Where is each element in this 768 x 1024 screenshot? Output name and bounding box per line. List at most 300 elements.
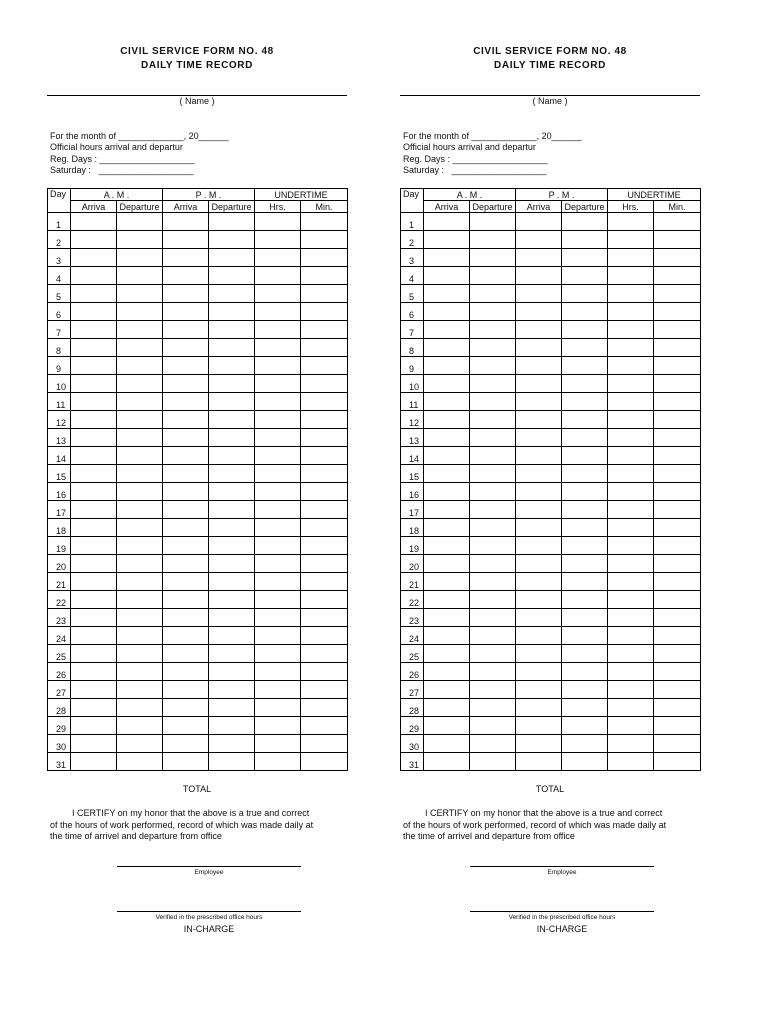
undertime-hrs-cell[interactable] <box>255 735 301 753</box>
am-arrival-cell[interactable] <box>71 681 117 699</box>
undertime-hrs-cell[interactable] <box>255 519 301 537</box>
pm-departure-cell[interactable] <box>562 303 608 321</box>
undertime-hrs-cell[interactable] <box>255 627 301 645</box>
am-arrival-cell[interactable] <box>424 699 470 717</box>
am-departure-cell[interactable] <box>470 429 516 447</box>
pm-arrival-cell[interactable] <box>163 285 209 303</box>
pm-departure-cell[interactable] <box>562 537 608 555</box>
am-arrival-cell[interactable] <box>424 285 470 303</box>
pm-departure-cell[interactable] <box>562 321 608 339</box>
am-departure-cell[interactable] <box>470 465 516 483</box>
month-field[interactable]: For the month of _____________, 20______ <box>50 131 229 141</box>
undertime-min-cell[interactable] <box>654 681 701 699</box>
am-departure-cell[interactable] <box>470 663 516 681</box>
pm-arrival-cell[interactable] <box>163 339 209 357</box>
am-departure-cell[interactable] <box>117 681 163 699</box>
am-arrival-cell[interactable] <box>424 465 470 483</box>
am-arrival-cell[interactable] <box>424 213 470 231</box>
pm-arrival-cell[interactable] <box>516 627 562 645</box>
undertime-hrs-cell[interactable] <box>255 393 301 411</box>
undertime-min-cell[interactable] <box>301 519 348 537</box>
undertime-hrs-cell[interactable] <box>255 321 301 339</box>
pm-departure-cell[interactable] <box>562 735 608 753</box>
am-arrival-cell[interactable] <box>424 555 470 573</box>
pm-arrival-cell[interactable] <box>516 375 562 393</box>
undertime-min-cell[interactable] <box>654 483 701 501</box>
am-departure-cell[interactable] <box>470 321 516 339</box>
am-departure-cell[interactable] <box>470 627 516 645</box>
undertime-hrs-cell[interactable] <box>255 213 301 231</box>
undertime-min-cell[interactable] <box>654 591 701 609</box>
pm-arrival-cell[interactable] <box>163 699 209 717</box>
pm-arrival-cell[interactable] <box>163 213 209 231</box>
am-departure-cell[interactable] <box>117 339 163 357</box>
am-arrival-cell[interactable] <box>71 465 117 483</box>
am-departure-cell[interactable] <box>470 645 516 663</box>
pm-arrival-cell[interactable] <box>163 465 209 483</box>
am-arrival-cell[interactable] <box>424 537 470 555</box>
undertime-hrs-cell[interactable] <box>255 483 301 501</box>
pm-departure-cell[interactable] <box>209 501 255 519</box>
undertime-min-cell[interactable] <box>654 429 701 447</box>
incharge-signature-line[interactable] <box>470 911 654 912</box>
undertime-min-cell[interactable] <box>301 663 348 681</box>
am-arrival-cell[interactable] <box>71 645 117 663</box>
am-arrival-cell[interactable] <box>424 663 470 681</box>
am-arrival-cell[interactable] <box>424 267 470 285</box>
pm-arrival-cell[interactable] <box>163 519 209 537</box>
pm-arrival-cell[interactable] <box>516 213 562 231</box>
undertime-min-cell[interactable] <box>654 555 701 573</box>
am-departure-cell[interactable] <box>117 663 163 681</box>
month-field[interactable]: For the month of _____________, 20______ <box>403 131 582 141</box>
am-arrival-cell[interactable] <box>71 717 117 735</box>
pm-arrival-cell[interactable] <box>516 735 562 753</box>
pm-arrival-cell[interactable] <box>163 555 209 573</box>
undertime-min-cell[interactable] <box>654 375 701 393</box>
am-arrival-cell[interactable] <box>424 249 470 267</box>
pm-arrival-cell[interactable] <box>163 375 209 393</box>
undertime-hrs-cell[interactable] <box>608 483 654 501</box>
undertime-hrs-cell[interactable] <box>255 411 301 429</box>
am-departure-cell[interactable] <box>117 591 163 609</box>
am-arrival-cell[interactable] <box>71 429 117 447</box>
pm-departure-cell[interactable] <box>562 519 608 537</box>
undertime-min-cell[interactable] <box>654 663 701 681</box>
pm-departure-cell[interactable] <box>209 573 255 591</box>
pm-arrival-cell[interactable] <box>516 501 562 519</box>
am-arrival-cell[interactable] <box>424 483 470 501</box>
am-arrival-cell[interactable] <box>71 573 117 591</box>
undertime-min-cell[interactable] <box>654 573 701 591</box>
am-departure-cell[interactable] <box>117 753 163 771</box>
undertime-hrs-cell[interactable] <box>608 717 654 735</box>
pm-departure-cell[interactable] <box>562 393 608 411</box>
am-departure-cell[interactable] <box>117 627 163 645</box>
am-departure-cell[interactable] <box>117 555 163 573</box>
pm-arrival-cell[interactable] <box>516 231 562 249</box>
undertime-hrs-cell[interactable] <box>608 285 654 303</box>
am-departure-cell[interactable] <box>470 753 516 771</box>
am-arrival-cell[interactable] <box>424 753 470 771</box>
pm-departure-cell[interactable] <box>209 735 255 753</box>
am-departure-cell[interactable] <box>470 339 516 357</box>
am-arrival-cell[interactable] <box>71 393 117 411</box>
pm-departure-cell[interactable] <box>562 645 608 663</box>
undertime-min-cell[interactable] <box>301 717 348 735</box>
pm-departure-cell[interactable] <box>562 411 608 429</box>
am-departure-cell[interactable] <box>470 393 516 411</box>
am-departure-cell[interactable] <box>470 285 516 303</box>
pm-departure-cell[interactable] <box>562 717 608 735</box>
undertime-hrs-cell[interactable] <box>255 537 301 555</box>
pm-departure-cell[interactable] <box>209 357 255 375</box>
employee-signature-line[interactable] <box>470 866 654 867</box>
undertime-min-cell[interactable] <box>654 231 701 249</box>
undertime-hrs-cell[interactable] <box>608 303 654 321</box>
am-arrival-cell[interactable] <box>71 339 117 357</box>
undertime-hrs-cell[interactable] <box>608 591 654 609</box>
undertime-hrs-cell[interactable] <box>255 429 301 447</box>
pm-departure-cell[interactable] <box>562 501 608 519</box>
undertime-hrs-cell[interactable] <box>608 645 654 663</box>
undertime-min-cell[interactable] <box>654 519 701 537</box>
am-arrival-cell[interactable] <box>424 393 470 411</box>
pm-arrival-cell[interactable] <box>516 303 562 321</box>
pm-departure-cell[interactable] <box>209 717 255 735</box>
pm-departure-cell[interactable] <box>209 429 255 447</box>
undertime-min-cell[interactable] <box>301 537 348 555</box>
am-departure-cell[interactable] <box>470 231 516 249</box>
undertime-hrs-cell[interactable] <box>608 663 654 681</box>
reg-days-field[interactable]: Reg. Days : ___________________ <box>50 154 195 164</box>
am-departure-cell[interactable] <box>117 267 163 285</box>
am-departure-cell[interactable] <box>470 303 516 321</box>
pm-departure-cell[interactable] <box>562 591 608 609</box>
am-arrival-cell[interactable] <box>71 519 117 537</box>
undertime-hrs-cell[interactable] <box>255 501 301 519</box>
employee-signature-line[interactable] <box>117 866 301 867</box>
pm-arrival-cell[interactable] <box>163 321 209 339</box>
pm-arrival-cell[interactable] <box>163 681 209 699</box>
am-arrival-cell[interactable] <box>71 501 117 519</box>
pm-arrival-cell[interactable] <box>163 717 209 735</box>
pm-arrival-cell[interactable] <box>163 645 209 663</box>
undertime-min-cell[interactable] <box>301 429 348 447</box>
am-arrival-cell[interactable] <box>424 609 470 627</box>
undertime-hrs-cell[interactable] <box>608 681 654 699</box>
am-departure-cell[interactable] <box>117 411 163 429</box>
undertime-min-cell[interactable] <box>654 645 701 663</box>
am-departure-cell[interactable] <box>470 591 516 609</box>
pm-departure-cell[interactable] <box>209 285 255 303</box>
am-departure-cell[interactable] <box>470 267 516 285</box>
pm-departure-cell[interactable] <box>562 663 608 681</box>
undertime-min-cell[interactable] <box>654 339 701 357</box>
undertime-hrs-cell[interactable] <box>255 663 301 681</box>
pm-departure-cell[interactable] <box>209 231 255 249</box>
am-arrival-cell[interactable] <box>71 537 117 555</box>
undertime-hrs-cell[interactable] <box>608 339 654 357</box>
undertime-hrs-cell[interactable] <box>255 339 301 357</box>
am-arrival-cell[interactable] <box>71 627 117 645</box>
undertime-hrs-cell[interactable] <box>608 231 654 249</box>
am-arrival-cell[interactable] <box>424 717 470 735</box>
am-arrival-cell[interactable] <box>71 267 117 285</box>
am-arrival-cell[interactable] <box>424 411 470 429</box>
undertime-hrs-cell[interactable] <box>255 249 301 267</box>
undertime-hrs-cell[interactable] <box>255 573 301 591</box>
undertime-hrs-cell[interactable] <box>255 699 301 717</box>
undertime-hrs-cell[interactable] <box>255 231 301 249</box>
pm-arrival-cell[interactable] <box>163 357 209 375</box>
undertime-min-cell[interactable] <box>301 303 348 321</box>
pm-departure-cell[interactable] <box>562 285 608 303</box>
pm-arrival-cell[interactable] <box>516 393 562 411</box>
am-arrival-cell[interactable] <box>71 609 117 627</box>
am-departure-cell[interactable] <box>470 501 516 519</box>
undertime-hrs-cell[interactable] <box>608 573 654 591</box>
undertime-min-cell[interactable] <box>654 303 701 321</box>
undertime-min-cell[interactable] <box>301 591 348 609</box>
undertime-min-cell[interactable] <box>654 717 701 735</box>
pm-departure-cell[interactable] <box>209 321 255 339</box>
pm-departure-cell[interactable] <box>209 213 255 231</box>
pm-arrival-cell[interactable] <box>516 753 562 771</box>
am-arrival-cell[interactable] <box>71 735 117 753</box>
pm-departure-cell[interactable] <box>209 681 255 699</box>
undertime-hrs-cell[interactable] <box>255 717 301 735</box>
am-arrival-cell[interactable] <box>424 429 470 447</box>
undertime-hrs-cell[interactable] <box>255 645 301 663</box>
pm-arrival-cell[interactable] <box>163 231 209 249</box>
am-arrival-cell[interactable] <box>424 357 470 375</box>
am-departure-cell[interactable] <box>117 285 163 303</box>
undertime-hrs-cell[interactable] <box>608 267 654 285</box>
am-departure-cell[interactable] <box>117 609 163 627</box>
pm-arrival-cell[interactable] <box>516 573 562 591</box>
am-arrival-cell[interactable] <box>424 591 470 609</box>
undertime-hrs-cell[interactable] <box>255 591 301 609</box>
pm-departure-cell[interactable] <box>562 213 608 231</box>
undertime-min-cell[interactable] <box>301 465 348 483</box>
pm-arrival-cell[interactable] <box>163 627 209 645</box>
undertime-min-cell[interactable] <box>301 645 348 663</box>
am-departure-cell[interactable] <box>117 447 163 465</box>
am-departure-cell[interactable] <box>117 465 163 483</box>
am-departure-cell[interactable] <box>470 681 516 699</box>
am-arrival-cell[interactable] <box>424 519 470 537</box>
pm-departure-cell[interactable] <box>209 483 255 501</box>
pm-arrival-cell[interactable] <box>516 447 562 465</box>
pm-departure-cell[interactable] <box>209 663 255 681</box>
am-departure-cell[interactable] <box>470 519 516 537</box>
am-arrival-cell[interactable] <box>71 699 117 717</box>
undertime-hrs-cell[interactable] <box>255 267 301 285</box>
pm-departure-cell[interactable] <box>562 357 608 375</box>
undertime-hrs-cell[interactable] <box>255 285 301 303</box>
undertime-min-cell[interactable] <box>301 213 348 231</box>
pm-departure-cell[interactable] <box>562 339 608 357</box>
pm-departure-cell[interactable] <box>209 699 255 717</box>
undertime-min-cell[interactable] <box>301 501 348 519</box>
am-arrival-cell[interactable] <box>71 447 117 465</box>
pm-arrival-cell[interactable] <box>163 429 209 447</box>
am-departure-cell[interactable] <box>117 249 163 267</box>
pm-arrival-cell[interactable] <box>516 411 562 429</box>
am-arrival-cell[interactable] <box>424 735 470 753</box>
pm-arrival-cell[interactable] <box>516 555 562 573</box>
am-departure-cell[interactable] <box>117 501 163 519</box>
am-arrival-cell[interactable] <box>424 321 470 339</box>
pm-arrival-cell[interactable] <box>163 267 209 285</box>
undertime-min-cell[interactable] <box>654 627 701 645</box>
am-arrival-cell[interactable] <box>424 231 470 249</box>
pm-departure-cell[interactable] <box>562 681 608 699</box>
am-departure-cell[interactable] <box>470 555 516 573</box>
undertime-min-cell[interactable] <box>654 735 701 753</box>
undertime-min-cell[interactable] <box>301 681 348 699</box>
am-departure-cell[interactable] <box>117 393 163 411</box>
undertime-hrs-cell[interactable] <box>608 375 654 393</box>
pm-departure-cell[interactable] <box>562 573 608 591</box>
undertime-hrs-cell[interactable] <box>608 519 654 537</box>
am-departure-cell[interactable] <box>470 357 516 375</box>
pm-departure-cell[interactable] <box>209 537 255 555</box>
undertime-min-cell[interactable] <box>301 735 348 753</box>
am-departure-cell[interactable] <box>470 447 516 465</box>
pm-departure-cell[interactable] <box>209 267 255 285</box>
undertime-min-cell[interactable] <box>301 375 348 393</box>
am-departure-cell[interactable] <box>470 609 516 627</box>
undertime-min-cell[interactable] <box>654 393 701 411</box>
am-arrival-cell[interactable] <box>71 375 117 393</box>
am-arrival-cell[interactable] <box>71 321 117 339</box>
pm-departure-cell[interactable] <box>562 375 608 393</box>
undertime-hrs-cell[interactable] <box>608 699 654 717</box>
undertime-min-cell[interactable] <box>301 357 348 375</box>
pm-departure-cell[interactable] <box>209 375 255 393</box>
pm-arrival-cell[interactable] <box>163 609 209 627</box>
undertime-hrs-cell[interactable] <box>608 555 654 573</box>
pm-arrival-cell[interactable] <box>516 483 562 501</box>
incharge-signature-line[interactable] <box>117 911 301 912</box>
undertime-hrs-cell[interactable] <box>255 681 301 699</box>
pm-departure-cell[interactable] <box>209 627 255 645</box>
undertime-hrs-cell[interactable] <box>255 753 301 771</box>
am-departure-cell[interactable] <box>117 375 163 393</box>
pm-departure-cell[interactable] <box>209 447 255 465</box>
am-departure-cell[interactable] <box>117 573 163 591</box>
am-arrival-cell[interactable] <box>424 339 470 357</box>
undertime-min-cell[interactable] <box>301 609 348 627</box>
am-arrival-cell[interactable] <box>71 303 117 321</box>
am-departure-cell[interactable] <box>117 429 163 447</box>
undertime-hrs-cell[interactable] <box>608 465 654 483</box>
am-departure-cell[interactable] <box>470 483 516 501</box>
am-arrival-cell[interactable] <box>71 213 117 231</box>
undertime-hrs-cell[interactable] <box>255 555 301 573</box>
pm-departure-cell[interactable] <box>209 339 255 357</box>
am-departure-cell[interactable] <box>117 735 163 753</box>
undertime-min-cell[interactable] <box>654 213 701 231</box>
am-departure-cell[interactable] <box>117 537 163 555</box>
pm-arrival-cell[interactable] <box>163 573 209 591</box>
am-departure-cell[interactable] <box>117 321 163 339</box>
pm-arrival-cell[interactable] <box>516 645 562 663</box>
undertime-hrs-cell[interactable] <box>608 501 654 519</box>
pm-departure-cell[interactable] <box>209 465 255 483</box>
undertime-hrs-cell[interactable] <box>608 321 654 339</box>
pm-departure-cell[interactable] <box>209 555 255 573</box>
pm-departure-cell[interactable] <box>209 609 255 627</box>
reg-days-field[interactable]: Reg. Days : ___________________ <box>403 154 548 164</box>
undertime-hrs-cell[interactable] <box>255 609 301 627</box>
undertime-hrs-cell[interactable] <box>608 393 654 411</box>
am-departure-cell[interactable] <box>470 699 516 717</box>
undertime-min-cell[interactable] <box>654 465 701 483</box>
am-departure-cell[interactable] <box>117 519 163 537</box>
am-arrival-cell[interactable] <box>424 303 470 321</box>
pm-arrival-cell[interactable] <box>516 591 562 609</box>
pm-departure-cell[interactable] <box>562 753 608 771</box>
pm-arrival-cell[interactable] <box>516 537 562 555</box>
am-arrival-cell[interactable] <box>71 249 117 267</box>
undertime-min-cell[interactable] <box>654 267 701 285</box>
undertime-min-cell[interactable] <box>301 447 348 465</box>
am-departure-cell[interactable] <box>470 411 516 429</box>
am-arrival-cell[interactable] <box>424 681 470 699</box>
undertime-min-cell[interactable] <box>301 339 348 357</box>
undertime-min-cell[interactable] <box>654 699 701 717</box>
am-arrival-cell[interactable] <box>71 663 117 681</box>
undertime-hrs-cell[interactable] <box>608 447 654 465</box>
undertime-min-cell[interactable] <box>654 249 701 267</box>
undertime-hrs-cell[interactable] <box>608 735 654 753</box>
undertime-min-cell[interactable] <box>301 627 348 645</box>
am-arrival-cell[interactable] <box>71 285 117 303</box>
undertime-hrs-cell[interactable] <box>608 537 654 555</box>
undertime-min-cell[interactable] <box>654 285 701 303</box>
pm-departure-cell[interactable] <box>209 753 255 771</box>
saturday-field[interactable]: Saturday : ___________________ <box>50 165 194 175</box>
pm-arrival-cell[interactable] <box>516 321 562 339</box>
pm-arrival-cell[interactable] <box>163 537 209 555</box>
am-departure-cell[interactable] <box>117 645 163 663</box>
pm-departure-cell[interactable] <box>562 699 608 717</box>
pm-arrival-cell[interactable] <box>516 249 562 267</box>
am-arrival-cell[interactable] <box>424 645 470 663</box>
pm-departure-cell[interactable] <box>209 645 255 663</box>
am-arrival-cell[interactable] <box>71 357 117 375</box>
am-departure-cell[interactable] <box>117 303 163 321</box>
pm-arrival-cell[interactable] <box>163 591 209 609</box>
am-arrival-cell[interactable] <box>71 411 117 429</box>
pm-departure-cell[interactable] <box>562 249 608 267</box>
pm-arrival-cell[interactable] <box>516 339 562 357</box>
am-departure-cell[interactable] <box>117 717 163 735</box>
am-arrival-cell[interactable] <box>71 555 117 573</box>
undertime-hrs-cell[interactable] <box>608 357 654 375</box>
am-arrival-cell[interactable] <box>71 591 117 609</box>
pm-arrival-cell[interactable] <box>516 519 562 537</box>
pm-departure-cell[interactable] <box>209 411 255 429</box>
pm-arrival-cell[interactable] <box>163 447 209 465</box>
pm-departure-cell[interactable] <box>562 231 608 249</box>
undertime-min-cell[interactable] <box>654 357 701 375</box>
undertime-min-cell[interactable] <box>301 267 348 285</box>
pm-arrival-cell[interactable] <box>163 249 209 267</box>
